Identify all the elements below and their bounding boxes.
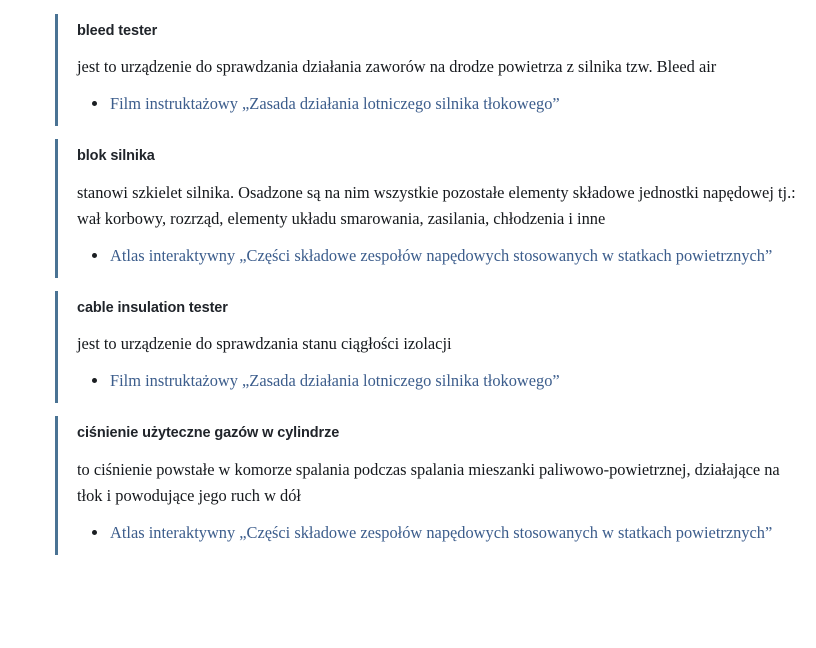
bullet-icon (92, 530, 97, 535)
glossary-entry (55, 139, 816, 277)
glossary-entry (55, 14, 816, 126)
glossary-term: ciśnienie użyteczne gazów w cylindrze (77, 425, 340, 442)
glossary-term: cable insulation tester (77, 299, 228, 316)
resource-link[interactable]: Atlas interaktywny „Części składowe zespołów napędowych stosowanych w statkach powietrznych” (110, 245, 773, 265)
resource-link[interactable]: Film instruktażowy „Zasada działania lotniczego silnika tłokowego” (110, 94, 560, 114)
bullet-icon (92, 101, 97, 106)
related-resources-list (58, 357, 816, 403)
bullet-icon (92, 253, 97, 258)
glossary-entry (55, 291, 816, 403)
glossary-definition: jest to urządzenie do sprawdzania działania zaworów na drodze powietrza z silnika tzw. Bleed air (77, 57, 717, 77)
list-item (77, 243, 816, 269)
list-item (77, 520, 816, 546)
bullet-icon (92, 378, 97, 383)
resource-link[interactable]: Film instruktażowy „Zasada działania lotniczego silnika tłokowego” (110, 371, 560, 391)
list-item (77, 368, 816, 394)
glossary-term: bleed tester (77, 23, 158, 39)
glossary-definition: stanowi szkielet silnika. Osadzone są na nim wszystkie pozostałe elementy składowe jednostki napędowej tj.: wał korbowy, rozrząd, elementy układu smarowania, zasilania, chłodzenia i inne (77, 182, 796, 228)
related-resources-list (58, 509, 816, 555)
list-item (77, 91, 816, 117)
glossary-definition: to ciśnienie powstałe w komorze spalania podczas spalania mieszanki paliwowo-powietrznej, działające na tłok i powodujące jego ruch w dół (77, 459, 780, 505)
related-resources-list (58, 232, 816, 278)
resource-link[interactable]: Atlas interaktywny „Części składowe zespołów napędowych stosowanych w statkach powietrznych” (110, 522, 773, 542)
glossary-term: blok silnika (77, 148, 155, 165)
related-resources-list (58, 80, 816, 126)
glossary-entry (55, 416, 816, 554)
glossary-definition: jest to urządzenie do sprawdzania stanu ciągłości izolacji (77, 334, 452, 354)
